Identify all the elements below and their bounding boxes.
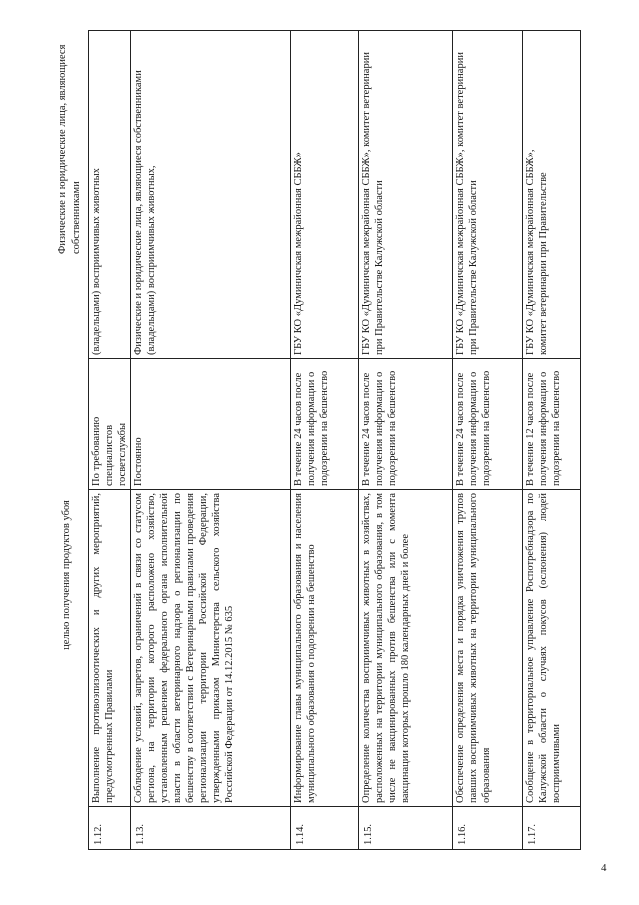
row-number: 1.13. — [131, 807, 291, 850]
term-cell: В течение 24 часов после получения информации о подозрении на бешенство — [453, 359, 523, 490]
row-number: 1.16. — [453, 807, 523, 850]
activity-continuation: целью получения продуктов убоя — [61, 500, 72, 650]
table-row — [523, 31, 581, 850]
row-number: 1.15. — [359, 807, 453, 850]
term-cell: В течение 12 часов после получения информации о подозрении на бешенство — [523, 359, 581, 490]
term-cell: В течение 24 часов после получения информации о подозрении на бешенство — [359, 359, 453, 490]
row-number: 1.14. — [291, 807, 359, 850]
responsible-line: ГБУ КО «Думиничская межрайонная СББЖ», — [525, 149, 536, 355]
term-cell: По требованию специалистов госветслужбы — [89, 359, 131, 490]
responsible-line: комитет ветеринарии при Правительстве — [538, 172, 549, 355]
term-cell: В течение 24 часов после получения информации о подозрении на бешенство — [291, 359, 359, 490]
page-number: 4 — [601, 862, 607, 874]
activity-cell: Сообщение в территориальное управление Роспотребнадзора по Калужской области о случаях покусов (ослюнения) людей восприимчивыми — [523, 490, 581, 807]
table-row — [89, 31, 131, 850]
activity-cell: Информирование главы муниципального образования и населения муниципального образования о подозрении на бешенство — [291, 490, 359, 807]
activity-cell: Обеспечение определения места и порядка уничтожения трупов павших восприимчивых животных на территории муниципального образования — [453, 490, 523, 807]
responsible-cell: ГБУ КО «Думиничская межрайонная СББЖ» — [291, 31, 359, 359]
responsible-continuation: Физические и юридические лица, являющиеся собственниками — [57, 44, 82, 254]
rotated-page-content — [56, 30, 568, 850]
activity-cell: Определение количества восприимчивых животных в хозяйствах, расположенных на территории муниципального образования, в том числе не вакцинированных против бешенства или с момента вакцинации которых прошло 180 календарных дней и более — [359, 490, 453, 807]
row-number: 1.12. — [89, 807, 131, 850]
responsible-cell — [523, 31, 581, 359]
responsible-cell: Физические и юридические лица, являющиеся собственниками (владельцами) восприимчивых животных, — [131, 31, 291, 359]
continuation-row — [56, 30, 88, 850]
responsible-cell: ГБУ КО «Думиничская межрайонная СББЖ», комитет ветеринарии при Правительстве Калужской области — [359, 31, 453, 359]
activity-cell: Соблюдение условий, запретов, ограничений в связи со статусом региона, на территории которого расположено хозяйство, установленным решением федерального органа исполнительной власти в области ветеринарного надзора о регионализации по бешенству в соответствии с Ветеринарными правилами проведения регионализации территории Российской Федерации, утвержденными приказом Министерства сельского хозяйства Российской Федерации от 14.12.2015 № 635 — [131, 490, 291, 807]
term-cell: Постоянно — [131, 359, 291, 490]
activity-cell: Выполнение противоэпизоотических и других мероприятий, предусмотренных Правилами — [89, 490, 131, 807]
table-row — [453, 31, 523, 850]
responsible-cell: (владельцами) восприимчивых животных — [89, 31, 131, 359]
row-number: 1.17. — [523, 807, 581, 850]
table-row — [131, 31, 291, 850]
responsible-cell: ГБУ КО «Думиничская межрайонная СББЖ», комитет ветеринарии при Правительстве Калужской области — [453, 31, 523, 359]
measures-table — [88, 30, 581, 850]
table-row — [291, 31, 359, 850]
table-row — [359, 31, 453, 850]
